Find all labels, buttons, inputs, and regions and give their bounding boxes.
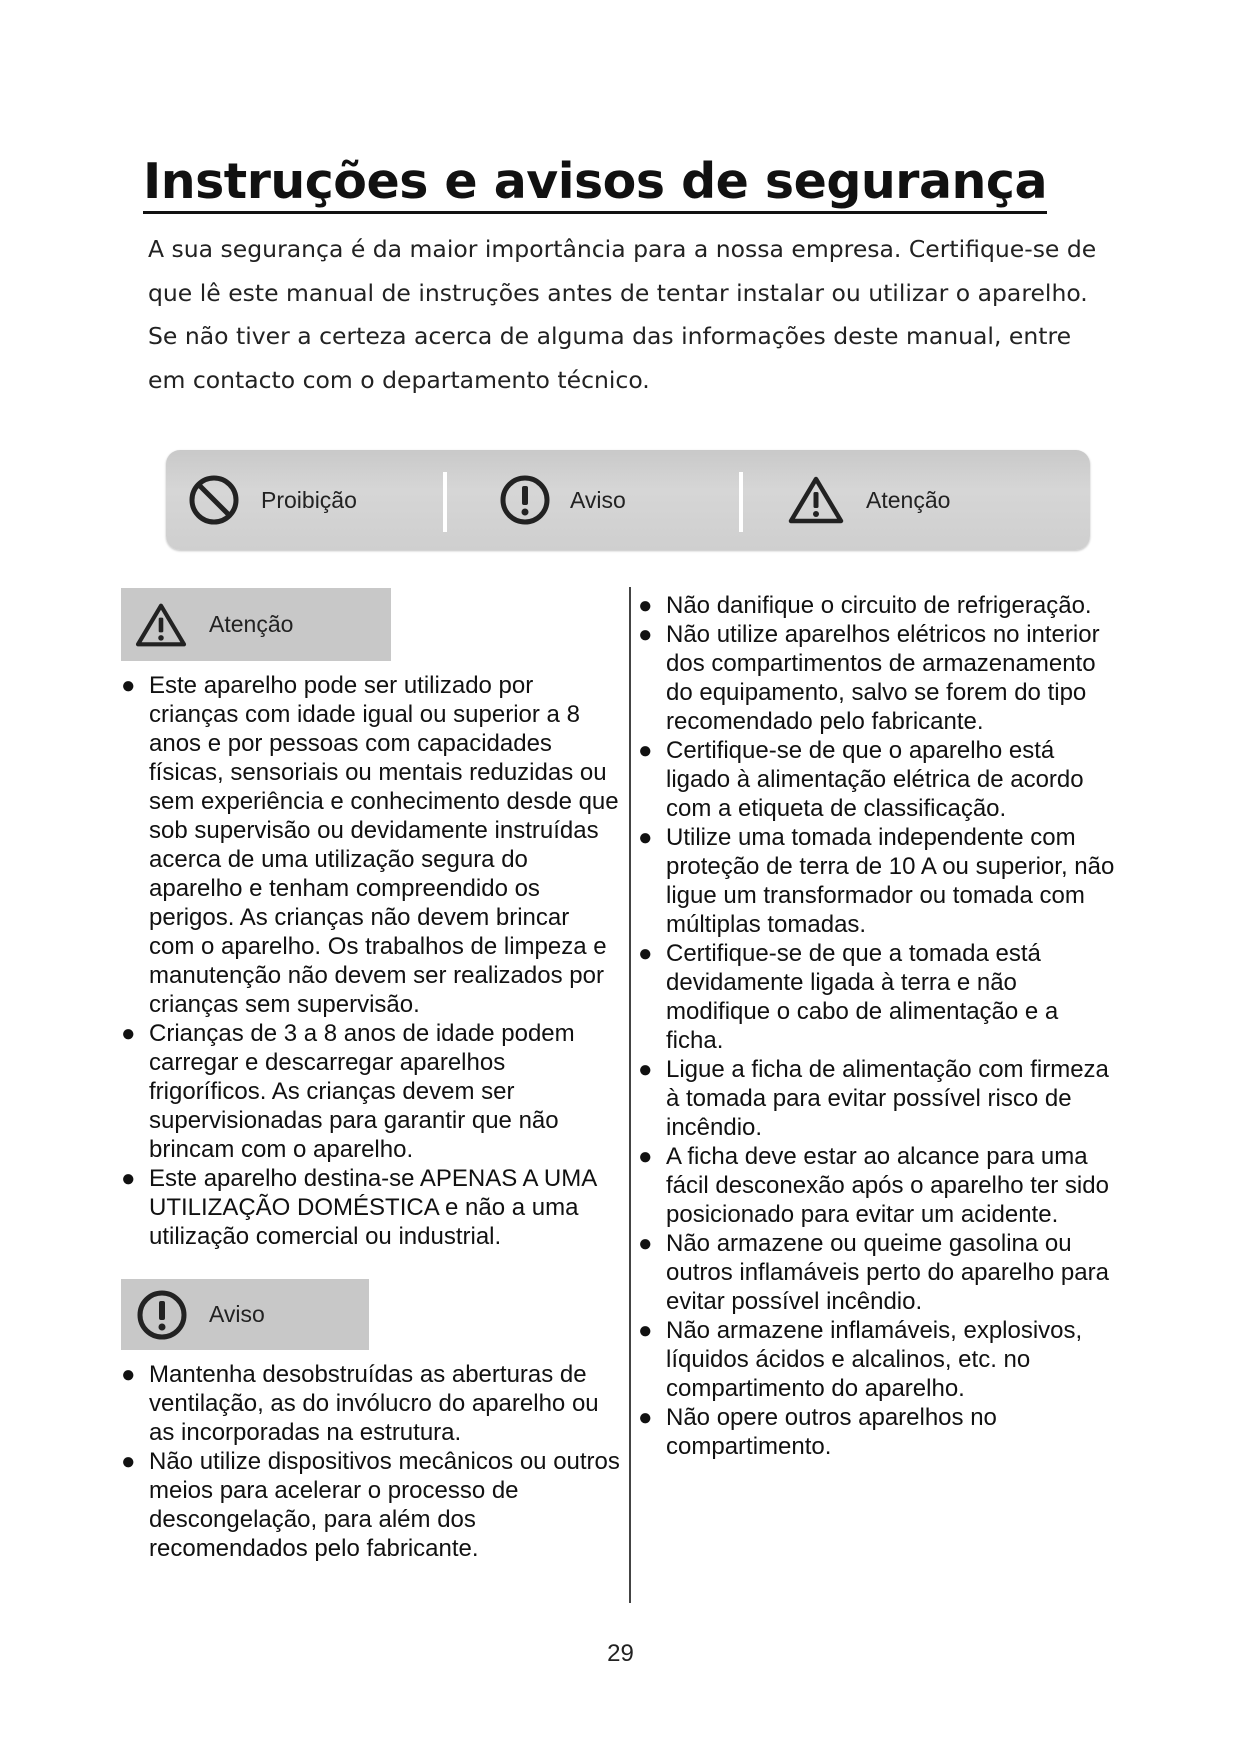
left-column	[121, 588, 621, 1563]
legend-warning	[498, 450, 626, 550]
warning-item-text: Não utilize dispositivos mecânicos ou outros meios para acelerar o processo de descongelação, para além dos recomendados pelo fabricante.	[149, 1448, 620, 1562]
list-item: ● Crianças de 3 a 8 anos de idade podem carregar e descarregar aparelhos frigoríficos. As crianças devem ser supervisionadas para garantir que não brincam com o aparelho.	[121, 1020, 575, 1163]
list-item: ● Ligue a ficha de alimentação com firmeza à tomada para evitar possível risco de incêndio.	[638, 1056, 1109, 1141]
list-item: ● Não danifique o circuito de refrigeração.	[638, 592, 1092, 619]
legend-caution	[788, 450, 950, 550]
legend-warning-label: Aviso	[570, 486, 626, 513]
right-list	[638, 591, 1118, 1461]
warning-list	[121, 1360, 621, 1563]
right-item-text: Utilize uma tomada independente com proteção de terra de 10 A ou superior, não ligue um transformador ou tomada com múltiplas tomadas.	[666, 824, 1115, 938]
list-item: ● A ficha deve estar ao alcance para uma fácil desconexão após o aparelho ter sido posicionado para evitar um acidente.	[638, 1143, 1109, 1228]
intro-line: que lê este manual de instruções antes de tentar instalar ou utilizar o aparelho.	[148, 278, 1088, 307]
exclamation-circle-icon	[498, 473, 552, 527]
list-item: ● Não utilize dispositivos mecânicos ou outros meios para acelerar o processo de descongelação, para além dos recomendados pelo fabricante.	[121, 1448, 620, 1562]
page-number: 29	[607, 1640, 634, 1667]
legend-divider	[443, 472, 447, 532]
prohibition-icon	[187, 473, 241, 527]
attention-list	[121, 669, 621, 1251]
list-item: ● Este aparelho destina-se APENAS A UMA UTILIZAÇÃO DOMÉSTICA e não a uma utilização comercial ou industrial.	[121, 1165, 596, 1250]
right-item-text: Certifique-se de que o aparelho está ligado à alimentação elétrica de acordo com a etiqueta de classificação.	[666, 737, 1084, 822]
symbol-legend	[166, 450, 1090, 550]
attention-item-text: Este aparelho destina-se APENAS A UMA UTILIZAÇÃO DOMÉSTICA e não a uma utilização comercial ou industrial.	[149, 1165, 596, 1250]
list-item: ● Certifique-se de que o aparelho está ligado à alimentação elétrica de acordo com a etiqueta de classificação.	[638, 737, 1084, 822]
right-column	[638, 591, 1118, 1461]
list-item: ● Não utilize aparelhos elétricos no interior dos compartimentos de armazenamento do equipamento, salvo se forem do tipo recomendado pelo fabricante.	[638, 621, 1100, 735]
intro-line: Se não tiver a certeza acerca de alguma das informações deste manual, entre	[148, 322, 1072, 350]
attention-item-text: Crianças de 3 a 8 anos de idade podem carregar e descarregar aparelhos frigoríficos. As crianças devem ser supervisionadas para garantir que não brincam com o aparelho.	[149, 1020, 575, 1163]
attention-label: Atenção	[209, 611, 294, 637]
right-item-text: Não armazene ou queime gasolina ou outros inflamáveis perto do aparelho para evitar possível incêndio.	[666, 1230, 1109, 1315]
right-item-text: Não danifique o circuito de refrigeração.	[666, 592, 1092, 619]
list-item: ● Este aparelho pode ser utilizado por crianças com idade igual ou superior a 8 anos e por pessoas com capacidades físicas, sensoriais ou mentais reduzidas ou sem experiência e conhecimento desde que sob supervisão ou devidamente instruídas acerca de uma utilização segura do aparelho e tenham compreendido os perigos. As crianças não devem brincar com o aparelho. Os trabalhos de limpeza e manutenção não devem ser realizados por crianças sem supervisão.	[121, 672, 619, 1018]
right-item-text: Não opere outros aparelhos no compartimento.	[666, 1404, 997, 1460]
warning-triangle-icon	[135, 602, 187, 648]
page-title: Instruções e avisos de segurança	[143, 155, 1047, 214]
right-item-text: A ficha deve estar ao alcance para uma fácil desconexão após o aparelho ter sido posicionado para evitar um acidente.	[666, 1143, 1109, 1228]
list-item: ● Utilize uma tomada independente com proteção de terra de 10 A ou superior, não ligue um transformador ou tomada com múltiplas tomadas.	[638, 824, 1115, 938]
attention-header	[121, 588, 391, 661]
attention-item-text: Este aparelho pode ser utilizado por crianças com idade igual ou superior a 8 anos e por pessoas com capacidades físicas, sensoriais ou mentais reduzidas ou sem experiência e conhecimento desde que sob supervisão ou devidamente instruídas acerca de uma utilização segura do aparelho e tenham compreendido os perigos. As crianças não devem brincar com o aparelho. Os trabalhos de limpeza e manutenção não devem ser realizados por crianças sem supervisão.	[149, 672, 619, 1018]
warning-item-text: Mantenha desobstruídas as aberturas de ventilação, as do invólucro do aparelho ou as incorporadas na estrutura.	[149, 1361, 599, 1446]
intro-paragraph	[148, 228, 1108, 402]
right-item-text: Não armazene inflamáveis, explosivos, líquidos ácidos e alcalinos, etc. no compartimento do aparelho.	[666, 1317, 1083, 1402]
legend-caution-label: Atenção	[866, 486, 951, 513]
warning-header	[121, 1279, 369, 1350]
legend-prohibition	[187, 450, 357, 550]
exclamation-circle-icon	[135, 1288, 189, 1342]
column-divider	[629, 587, 631, 1603]
warning-label: Aviso	[209, 1301, 265, 1327]
list-item: ● Não opere outros aparelhos no compartimento.	[638, 1404, 997, 1460]
right-item-text: Não utilize aparelhos elétricos no interior dos compartimentos de armazenamento do equipamento, salvo se forem do tipo recomendado pelo fabricante.	[666, 621, 1100, 735]
warning-triangle-icon	[788, 475, 844, 525]
legend-prohibition-label: Proibição	[261, 486, 357, 513]
right-item-text: Ligue a ficha de alimentação com firmeza à tomada para evitar possível risco de incêndio.	[666, 1056, 1109, 1141]
list-item: ● Certifique-se de que a tomada está devidamente ligada à terra e não modifique o cabo de alimentação e a ficha.	[638, 940, 1059, 1054]
right-item-text: Certifique-se de que a tomada está devidamente ligada à terra e não modifique o cabo de alimentação e a ficha.	[666, 940, 1059, 1054]
intro-line: em contacto com o departamento técnico.	[148, 365, 650, 394]
legend-divider	[739, 472, 743, 532]
list-item: ● Não armazene inflamáveis, explosivos, líquidos ácidos e alcalinos, etc. no compartimento do aparelho.	[638, 1317, 1083, 1402]
intro-line: A sua segurança é da maior importância para a nossa empresa. Certifique-se de	[148, 235, 1097, 263]
list-item: ● Não armazene ou queime gasolina ou outros inflamáveis perto do aparelho para evitar possível incêndio.	[638, 1230, 1109, 1315]
list-item: ● Mantenha desobstruídas as aberturas de ventilação, as do invólucro do aparelho ou as incorporadas na estrutura.	[121, 1361, 599, 1446]
